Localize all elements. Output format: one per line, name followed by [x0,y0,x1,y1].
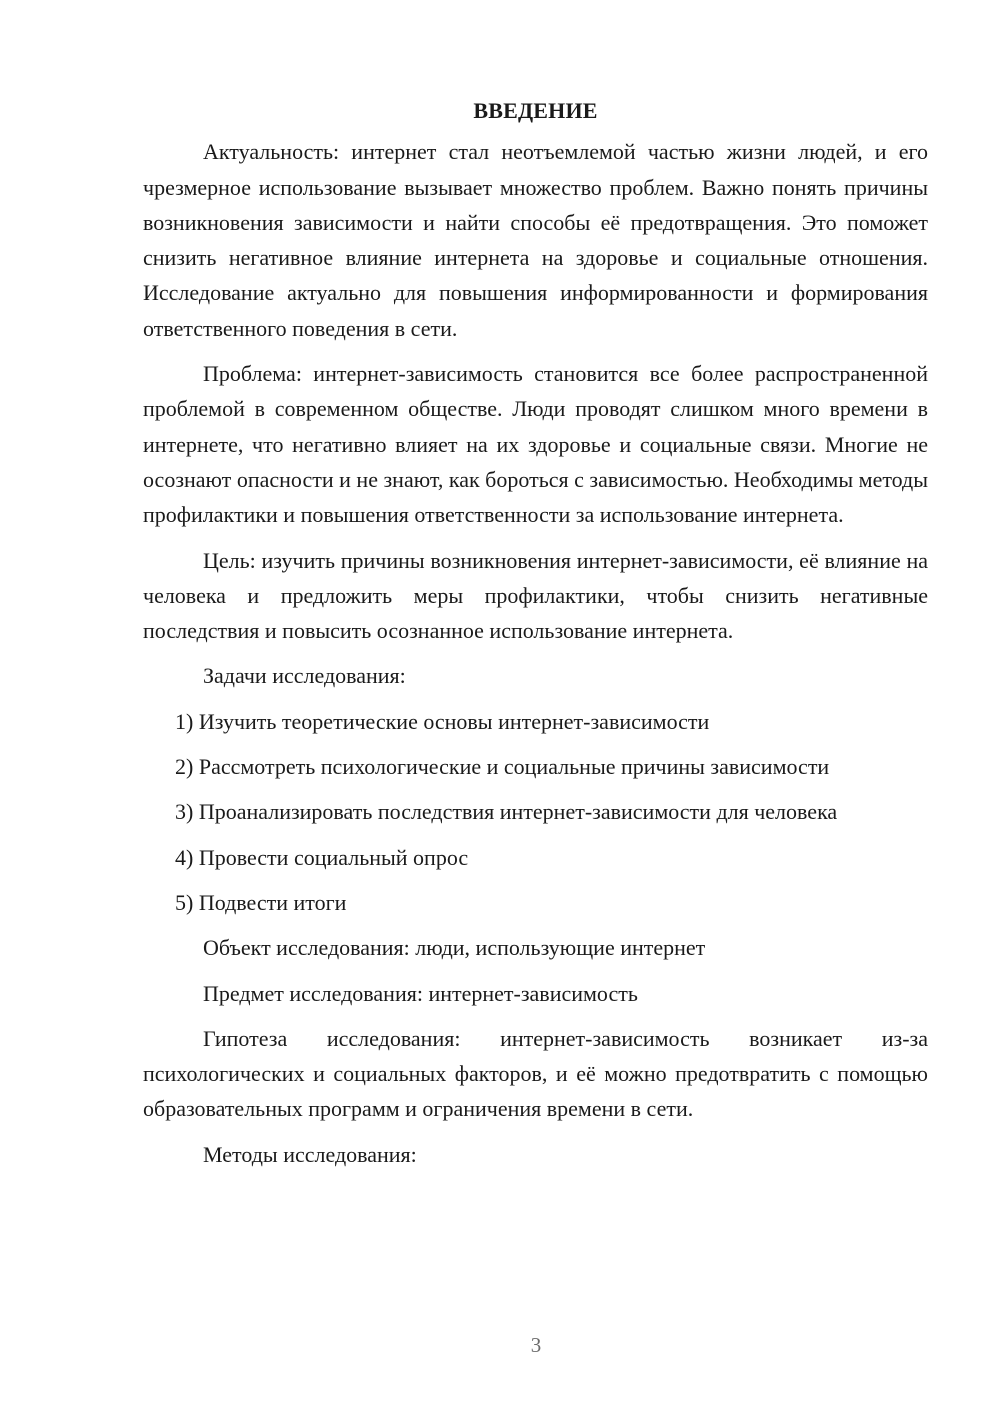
page-title: ВВЕДЕНИЕ [473,98,598,123]
tasks-list [143,704,928,920]
list-item [143,704,928,739]
list-item-number: 3) [175,799,194,825]
hypothesis-paragraph: Гипотеза исследования: интернет-зависимость возникает из-за психологических и социальных факторов, и её можно предотвратить с помощью образовательных программ и ограничения времени в сети. [143,1025,928,1122]
list-item-number: 1) [175,708,194,734]
list-item-text: Проанализировать последствия интернет-зависимости для человека [198,799,838,825]
goal-paragraph: Цель: изучить причины возникновения интернет-зависимости, её влияние на человека и предложить меры профилактики, чтобы снизить негативные последствия и повысить осознанное использование интернета. [143,547,928,644]
tasks-title: Задачи исследования: [203,663,406,689]
document-page [143,93,928,1182]
list-item-text: Подвести итоги [198,889,347,915]
subject-paragraph: Предмет исследования: интернет-зависимость [203,980,638,1006]
list-item-text: Провести социальный опрос [198,844,469,870]
list-item [143,794,928,829]
list-item-text: Рассмотреть психологические и социальные причины зависимости [198,754,830,780]
list-item-number: 5) [175,889,194,915]
page-number: 3 [530,1333,542,1357]
problem-paragraph: Проблема: интернет-зависимость становится все более распространенной проблемой в современном обществе. Люди проводят слишком много времени в интернете, что негативно влияет на их здоровье и социальные связи. Многие не осознают опасности и не знают, как бороться с зависимостью. Необходимы методы профилактики и повышения ответственности за использование интернета. [143,361,928,528]
list-item-number: 2) [175,754,194,780]
list-item-text: Изучить теоретические основы интернет-зависимости [198,708,710,734]
relevance-paragraph: Актуальность: интернет стал неотъемлемой частью жизни людей, и его чрезмерное использование вызывает множество проблем. Важно понять причины возникновения зависимости и найти способы её предотвращения. Это поможет снизить негативное влияние интернета на здоровье и социальные отношения. Исследование актуально для повышения информированности и формирования ответственного поведения в сети. [143,139,928,341]
object-paragraph: Объект исследования: люди, использующие интернет [203,935,706,961]
methods-title: Методы исследования: [203,1141,417,1167]
list-item [143,885,928,920]
list-item-number: 4) [175,844,194,870]
list-item [143,840,928,875]
list-item [143,749,928,784]
